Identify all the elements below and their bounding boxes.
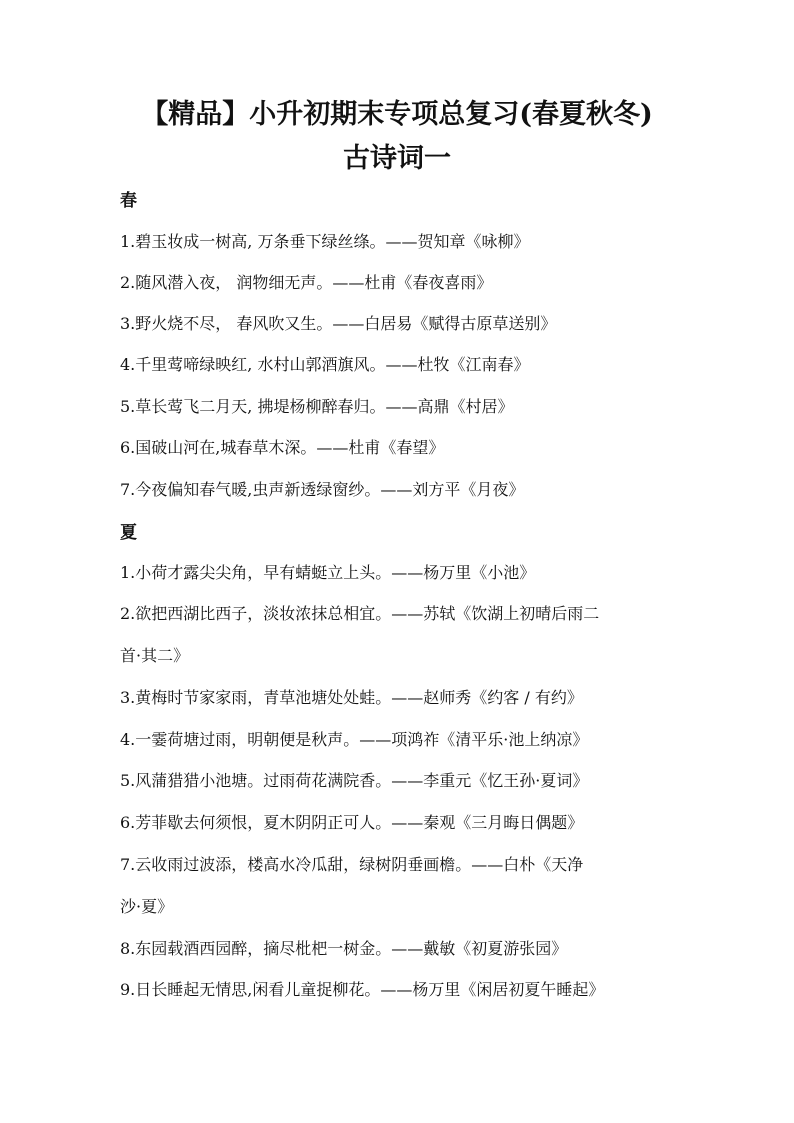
poem-line: 7.今夜偏知春气暖,虫声新透绿窗纱。——刘方平《月夜》 <box>120 480 525 499</box>
poem-line: 5.草长莺飞二月天, 拂堤杨柳醉春归。——高鼎《村居》 <box>120 397 514 416</box>
poem-line: 6.国破山河在,城春草木深。——杜甫《春望》 <box>120 438 445 457</box>
section-heading-spring: 春 <box>120 191 137 211</box>
poem-line: 9.日长睡起无情思,闲看儿童捉柳花。——杨万里《闲居初夏午睡起》 <box>120 980 605 999</box>
poem-line: 2.随风潜入夜， 润物细无声。——杜甫《春夜喜雨》 <box>120 273 493 292</box>
poem-line: 2.欲把西湖比西子，淡妆浓抹总相宜。——苏轼《饮湖上初晴后雨二 <box>120 604 600 623</box>
poem-line: 8.东园载酒西园醉，摘尽枇杷一树金。——戴敏《初夏游张园》 <box>120 939 568 958</box>
poem-line: 6.芳菲歇去何须恨，夏木阴阴正可人。——秦观《三月晦日偶题》 <box>120 813 584 832</box>
poem-line: 3.野火烧不尽， 春风吹又生。——白居易《赋得古原草送别》 <box>120 314 557 333</box>
poem-line: 7.云收雨过波添，楼高水冷瓜甜，绿树阴垂画檐。——白朴《天净 <box>120 855 584 874</box>
poem-line-continued: 沙·夏》 <box>120 897 174 916</box>
document-title-line-2: 古诗词一 <box>343 143 451 174</box>
poem-line: 1.小荷才露尖尖角，早有蜻蜓立上头。——杨万里《小池》 <box>120 563 536 582</box>
poem-line-continued: 首·其二》 <box>120 646 190 665</box>
poem-line: 3.黄梅时节家家雨，青草池塘处处蛙。——赵师秀《约客 / 有约》 <box>120 688 583 707</box>
document-title-line-1: 【精品】小升初期末专项总复习(春夏秋冬) <box>141 99 653 130</box>
section-heading-summer: 夏 <box>120 523 137 543</box>
poem-line: 4.千里莺啼绿映红, 水村山郭酒旗风。——杜牧《江南春》 <box>120 355 530 374</box>
poem-line: 1.碧玉妆成一树高, 万条垂下绿丝绦。——贺知章《咏柳》 <box>120 232 530 251</box>
poem-line: 5.风蒲猎猎小池塘。过雨荷花满院香。——李重元《忆王孙·夏词》 <box>120 771 589 790</box>
poem-line: 4.一霎荷塘过雨，明朝便是秋声。——项鸿祚《清平乐·池上纳凉》 <box>120 730 589 749</box>
